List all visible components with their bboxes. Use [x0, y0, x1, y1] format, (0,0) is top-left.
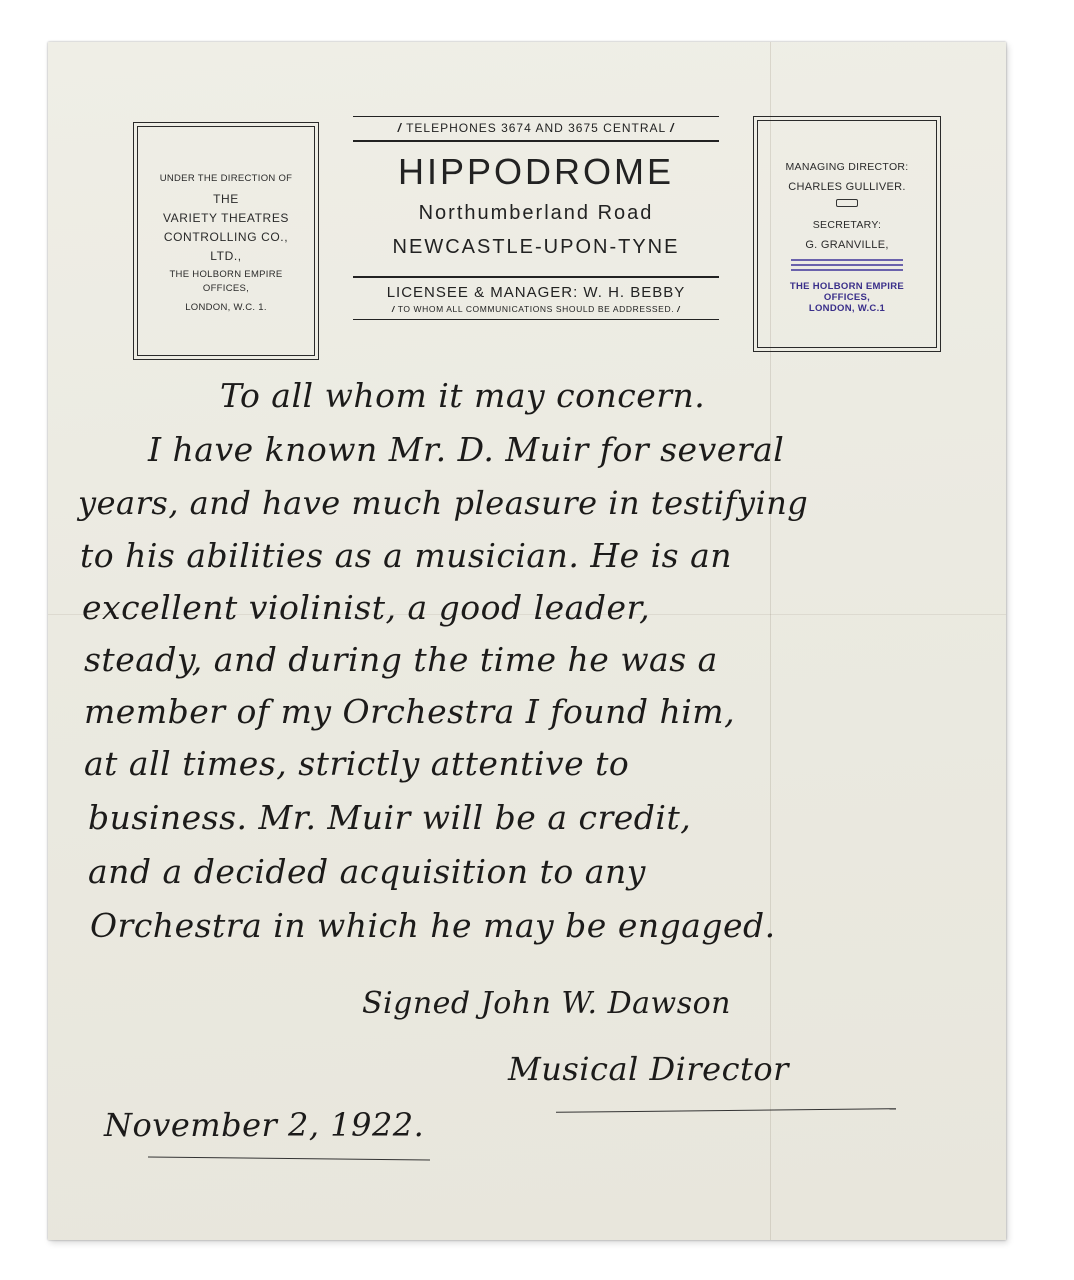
office-line-holborn: THE HOLBORN EMPIRE	[169, 269, 283, 280]
communications-text: TO WHOM ALL COMMUNICATIONS SHOULD BE ADDRESSED.	[397, 304, 675, 314]
signature-title: Musical Director	[508, 1050, 789, 1088]
letter-line: I have known Mr. D. Muir for several	[148, 430, 785, 469]
company-line-ltd: LTD.,	[210, 249, 242, 263]
letter-line: Orchestra in which he may be engaged.	[90, 906, 776, 945]
letterhead-left-box	[137, 126, 315, 356]
stamp-line-offices: OFFICES,	[823, 292, 871, 303]
letter-line: steady, and during the time he was a	[84, 640, 718, 679]
secretary-label: SECRETARY:	[812, 219, 882, 231]
managing-director-name: CHARLES GULLIVER.	[788, 181, 906, 193]
signature: Signed John W. Dawson	[362, 986, 731, 1021]
company-line-controlling: CONTROLLING CO.,	[163, 230, 289, 244]
ornament-icon	[836, 199, 858, 207]
secretary-name: G. GRANVILLE,	[805, 239, 889, 251]
office-line-london: LONDON, W.C. 1.	[185, 302, 267, 313]
letter-date: November 2, 1922.	[104, 1106, 425, 1144]
licensee-row: LICENSEE & MANAGER: W. H. BEBBY / TO WHOM ALL COMMUNICATIONS SHOULD BE ADDRESSED. /	[353, 276, 719, 320]
letterhead-right-box	[757, 120, 937, 348]
letter-line: business. Mr. Muir will be a credit,	[88, 798, 692, 837]
stamp-line-holborn: THE HOLBORN EMPIRE	[789, 281, 905, 292]
telephones-row: / TELEPHONES 3674 AND 3675 CENTRAL /	[353, 116, 719, 142]
theatre-city: NEWCASTLE-UPON-TYNE	[392, 236, 680, 258]
company-line-the: THE	[213, 192, 239, 206]
letter-line: and a decided acquisition to any	[88, 852, 646, 891]
struck-out-address	[791, 259, 903, 273]
letter-line: at all times, strictly attentive to	[84, 744, 630, 783]
stamp-line-london: LONDON, W.C.1	[808, 303, 886, 314]
letter-salutation: To all whom it may concern.	[220, 376, 706, 415]
company-line-variety: VARIETY THEATRES	[162, 211, 290, 225]
managing-director-label: MANAGING DIRECTOR:	[785, 161, 909, 173]
licensee-text: LICENSEE & MANAGER: W. H. BEBBY	[386, 284, 686, 301]
office-line-offices: OFFICES,	[202, 283, 250, 294]
letter-line: to his abilities as a musician. He is an	[80, 536, 733, 575]
telephones-text: TELEPHONES 3674 AND 3675 CENTRAL	[406, 121, 666, 135]
theatre-name: HIPPODROME	[397, 151, 675, 192]
letter-paper	[48, 42, 1006, 1240]
direction-label: UNDER THE DIRECTION OF	[159, 173, 293, 184]
title-underline	[556, 1108, 896, 1113]
letter-line: excellent violinist, a good leader,	[82, 588, 651, 627]
letter-line: member of my Orchestra I found him,	[84, 692, 736, 731]
theatre-street: Northumberland Road	[418, 202, 654, 224]
letterhead-center	[353, 116, 719, 356]
date-underline	[148, 1157, 430, 1161]
letter-line: years, and have much pleasure in testifying	[78, 484, 809, 522]
